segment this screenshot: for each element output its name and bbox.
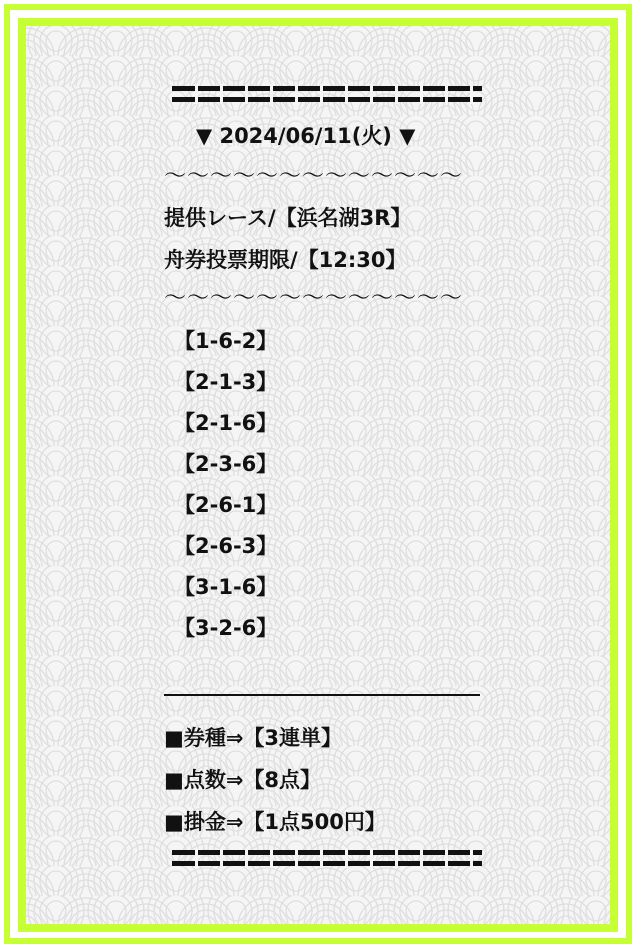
ticket-content bbox=[26, 26, 610, 924]
points-line: ■点数⇒【8点】 bbox=[164, 768, 322, 792]
combination-item: 【2-1-6】 bbox=[174, 411, 278, 435]
combination-item: 【2-6-3】 bbox=[174, 534, 278, 558]
stake-line: ■掛金⇒【1点500円】 bbox=[164, 810, 386, 834]
horizontal-rule bbox=[164, 694, 480, 696]
date-line: ▼ 2024/06/11(火) ▼ bbox=[196, 124, 416, 148]
combination-item: 【3-1-6】 bbox=[174, 575, 278, 599]
bet-type-line: ■券種⇒【3連単】 bbox=[164, 726, 343, 750]
combination-item: 【1-6-2】 bbox=[174, 329, 278, 353]
combination-item: 【2-3-6】 bbox=[174, 452, 278, 476]
top-double-divider bbox=[172, 80, 482, 108]
wave-divider-top: 〜〜〜〜〜〜〜〜〜〜〜〜〜 bbox=[164, 164, 464, 189]
combination-item: 【2-6-1】 bbox=[174, 493, 278, 517]
deadline-line: 舟券投票期限/【12:30】 bbox=[164, 248, 407, 272]
wave-divider-bottom: 〜〜〜〜〜〜〜〜〜〜〜〜〜 bbox=[164, 286, 464, 311]
ticket-card bbox=[18, 18, 618, 932]
combination-item: 【2-1-3】 bbox=[174, 370, 278, 394]
combination-item: 【3-2-6】 bbox=[174, 616, 278, 640]
race-line: 提供レース/【浜名湖3R】 bbox=[164, 206, 412, 230]
bottom-double-divider bbox=[172, 844, 482, 872]
